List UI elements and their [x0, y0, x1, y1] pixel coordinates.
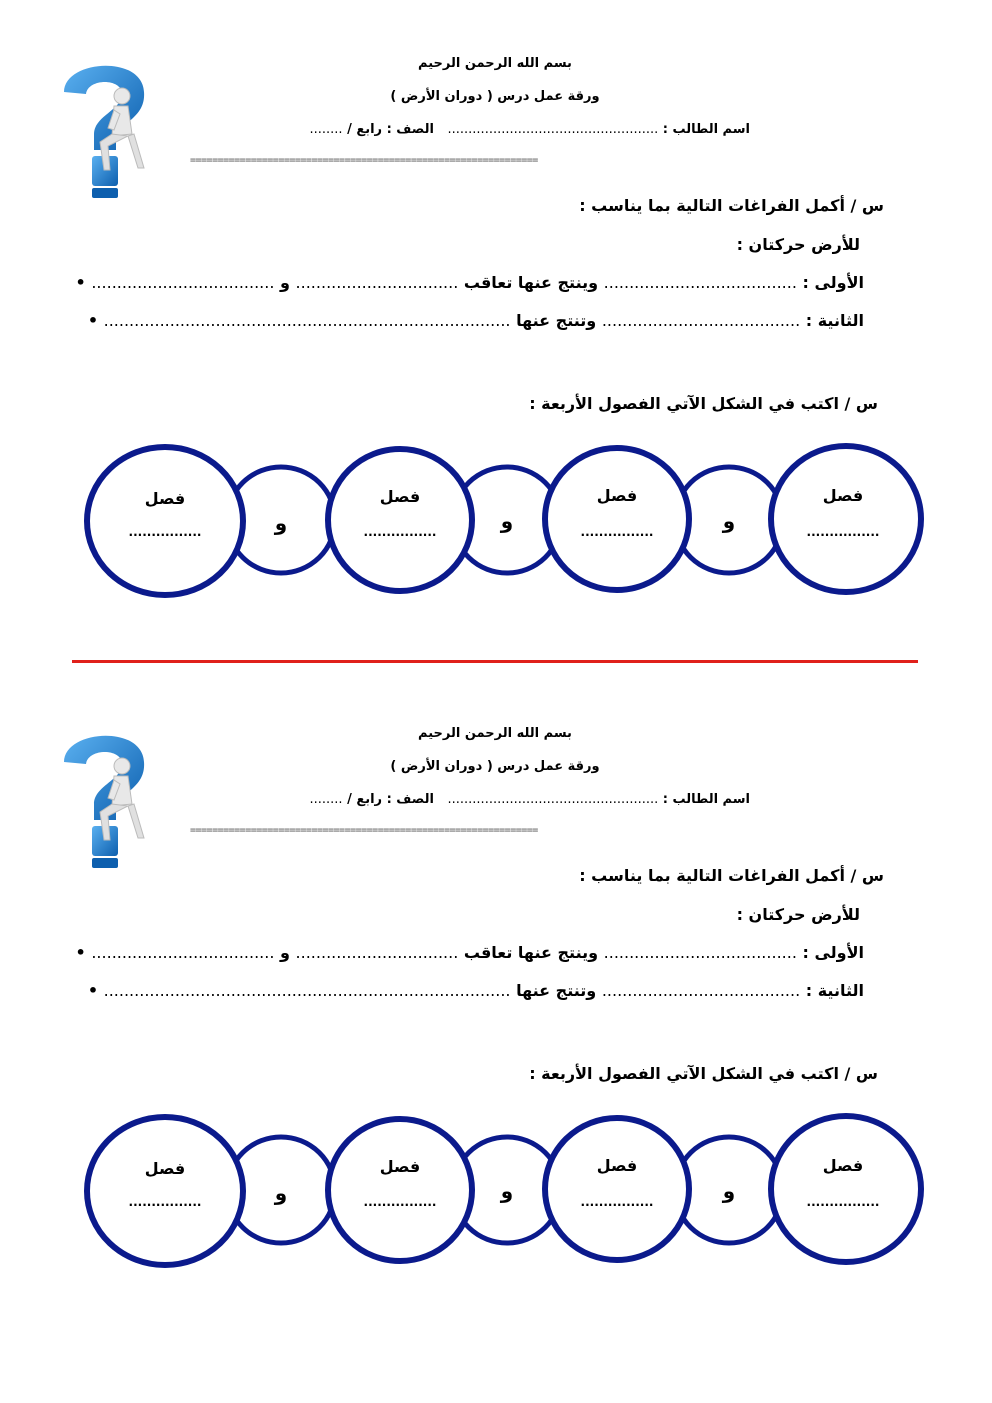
season-word: فصل [144, 1159, 186, 1178]
question-mark-person-icon [42, 52, 168, 202]
season-circle[interactable] [771, 446, 921, 592]
season-word: فصل [596, 486, 638, 505]
season-blank[interactable]: ................ [128, 525, 202, 539]
conjunction-and: و [280, 273, 290, 292]
class-label: الصف : رابع / [347, 792, 434, 807]
question-mark-person-icon [42, 722, 168, 872]
class-field[interactable]: ........ [309, 122, 343, 137]
season-blank[interactable]: ................ [806, 525, 880, 539]
season-circle[interactable] [328, 449, 472, 591]
second-result-field[interactable]: ................................................................................ [103, 311, 511, 330]
earth-movements-label: للأرض حركتان : [736, 235, 860, 254]
worksheet [0, 670, 992, 1340]
first-movement-field[interactable]: ...................................... [603, 943, 797, 962]
season-blank[interactable]: ................ [806, 1195, 880, 1209]
season-blank[interactable]: ................ [128, 1195, 202, 1209]
season-circle[interactable] [87, 447, 243, 595]
first-label: الأولى : [802, 273, 864, 292]
question-2: س / اكتب في الشكل الآتي الفصول الأربعة : [529, 1064, 878, 1083]
first-result-field-b[interactable]: .................................... [91, 943, 275, 962]
second-movement-field[interactable]: ....................................... [601, 311, 801, 330]
conjunction-and: و [280, 943, 290, 962]
student-info-row [160, 792, 750, 807]
student-name-label: اسم الطالب : [662, 122, 750, 137]
question-1: س / أكمل الفراغات التالية بما يناسب : [579, 196, 884, 215]
worksheet-title: ورقة عمل درس ( دوران الأرض ) [390, 759, 600, 774]
second-result-text: وتنتج عنها [516, 311, 597, 330]
first-movement-row [56, 943, 864, 962]
question-2: س / اكتب في الشكل الآتي الفصول الأربعة : [529, 394, 878, 413]
second-movement-field[interactable]: ....................................... [601, 981, 801, 1000]
class-label: الصف : رابع / [347, 122, 434, 137]
first-result-field-b[interactable]: .................................... [91, 273, 275, 292]
student-name-field[interactable]: ................................................... [447, 122, 659, 137]
first-result-field-a[interactable]: ................................ [295, 273, 459, 292]
student-name-field[interactable]: ................................................... [447, 792, 659, 807]
bullet: • [87, 311, 99, 330]
first-label: الأولى : [802, 943, 864, 962]
link-word: و [722, 1179, 736, 1203]
link-word: و [500, 1179, 514, 1203]
worksheet [0, 0, 992, 670]
first-result-field-a[interactable]: ................................ [295, 943, 459, 962]
season-word: فصل [379, 1157, 421, 1176]
second-movement-row [56, 311, 864, 330]
earth-movements-label: للأرض حركتان : [736, 905, 860, 924]
season-word: فصل [144, 489, 186, 508]
equals-rule: =============================================================== [190, 155, 538, 166]
season-word: فصل [596, 1156, 638, 1175]
first-movement-row [56, 273, 864, 292]
second-result-field[interactable]: ................................................................................ [103, 981, 511, 1000]
season-circle[interactable] [771, 1116, 921, 1262]
season-word: فصل [379, 487, 421, 506]
link-word: و [500, 509, 514, 533]
second-movement-row [56, 981, 864, 1000]
season-circle[interactable] [545, 1118, 689, 1260]
first-result-text: وينتج عنها تعاقب [463, 273, 599, 292]
first-result-text: وينتج عنها تعاقب [463, 943, 599, 962]
season-word: فصل [822, 1156, 864, 1175]
season-blank[interactable]: ................ [363, 1195, 437, 1209]
student-name-label: اسم الطالب : [662, 792, 750, 807]
bullet: • [75, 273, 86, 292]
basmala: بسم الله الرحمن الرحيم [418, 726, 572, 741]
worksheet-title: ورقة عمل درس ( دوران الأرض ) [390, 89, 600, 104]
second-label: الثانية : [805, 981, 864, 1000]
bullet: • [75, 943, 86, 962]
bullet: • [87, 981, 99, 1000]
second-label: الثانية : [805, 311, 864, 330]
class-field[interactable]: ........ [309, 792, 343, 807]
red-separator-line [72, 660, 918, 663]
season-circle[interactable] [87, 1117, 243, 1265]
season-blank[interactable]: ................ [580, 1195, 654, 1209]
seasons-chain-diagram [0, 440, 992, 610]
season-circle[interactable] [545, 448, 689, 590]
link-word: و [274, 1181, 288, 1205]
basmala: بسم الله الرحمن الرحيم [418, 56, 572, 71]
season-circle[interactable] [328, 1119, 472, 1261]
first-movement-field[interactable]: ...................................... [603, 273, 797, 292]
question-1: س / أكمل الفراغات التالية بما يناسب : [579, 866, 884, 885]
season-word: فصل [822, 486, 864, 505]
season-blank[interactable]: ................ [363, 525, 437, 539]
equals-rule: =============================================================== [190, 825, 538, 836]
seasons-chain-diagram [0, 1110, 992, 1280]
student-info-row [160, 122, 750, 137]
second-result-text: وتنتج عنها [516, 981, 597, 1000]
link-word: و [722, 509, 736, 533]
link-word: و [274, 511, 288, 535]
season-blank[interactable]: ................ [580, 525, 654, 539]
